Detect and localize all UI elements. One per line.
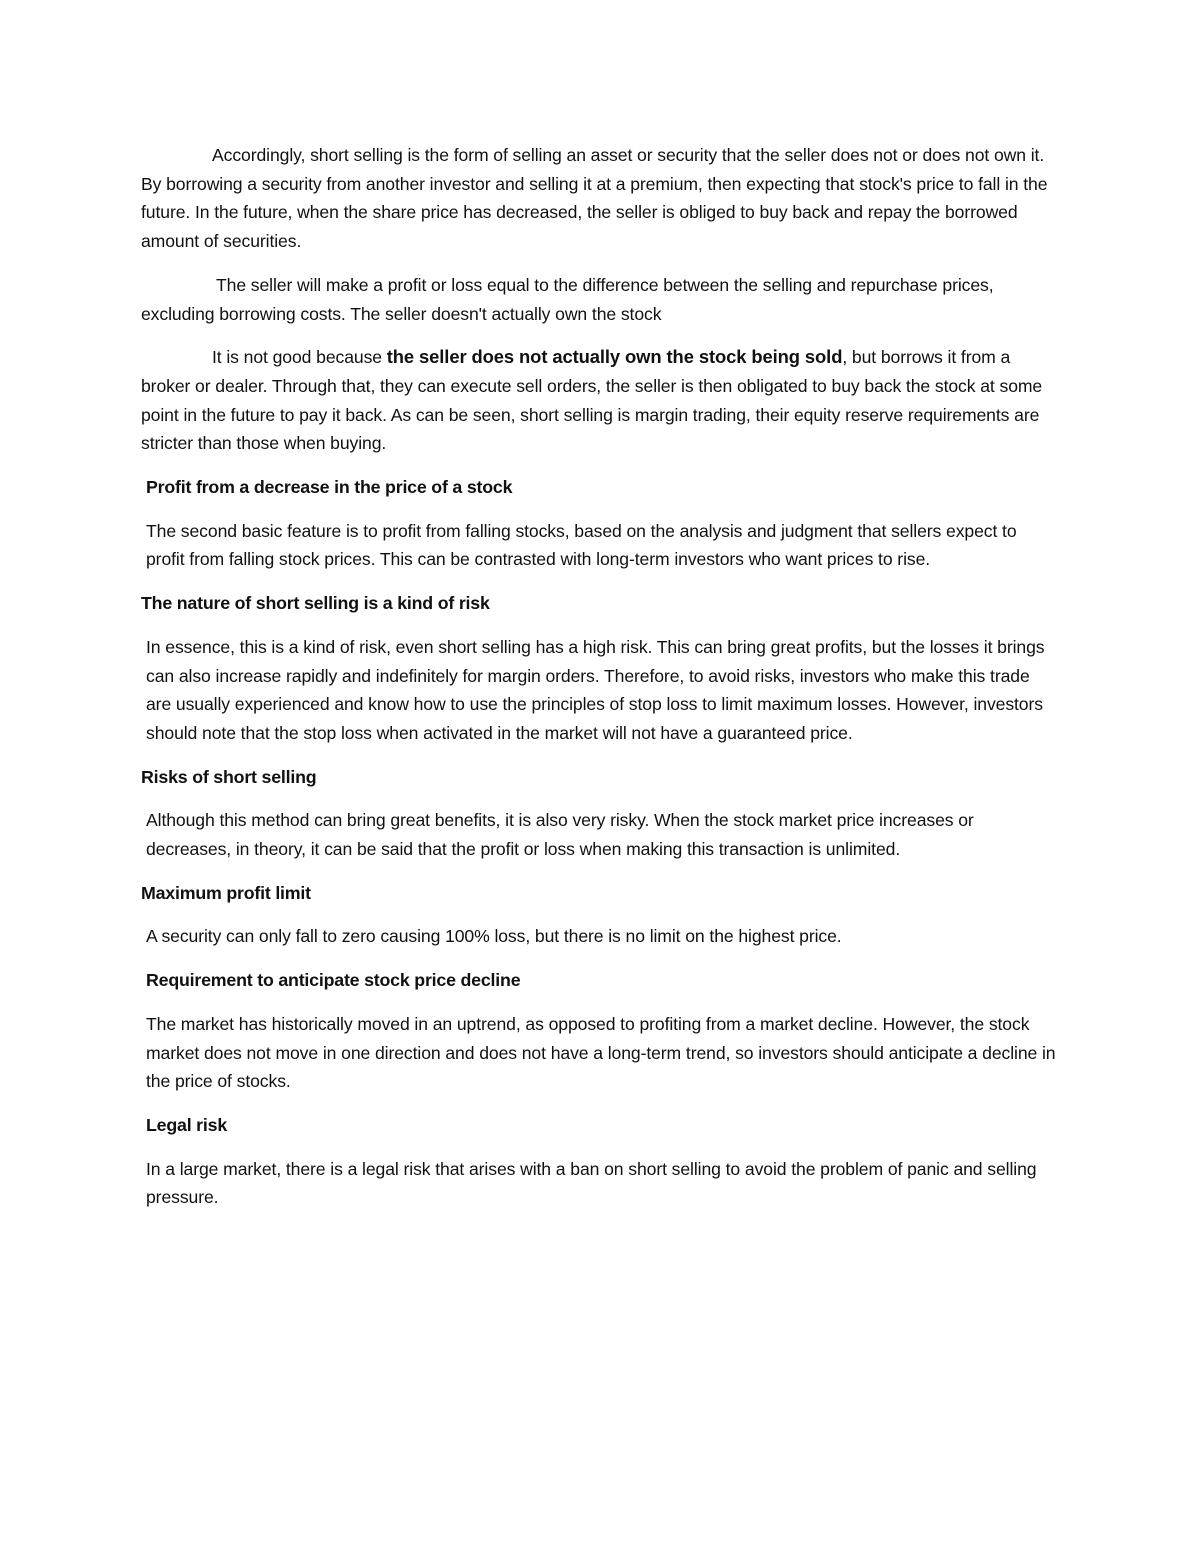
section-body-profit-decrease: The second basic feature is to profit from falling stocks, based on the analysis and judgment that sellers expect to profit from falling stock prices. This can be contrasted with long-term investors who want prices to rise. [146,520,1017,570]
paragraph-not-good-emphasis: the seller does not actually own the stock being sold [386,346,843,368]
paragraph-profit-loss: The seller will make a profit or loss equal to the difference between the selling and repurchase prices, excluding borrowing costs. The seller doesn't actually own the stock [141,274,994,324]
paragraph-not-good-rest: , but borrows it from a broker or dealer. Through that, they can execute sell orders, the seller is then obligated to buy back the stock at some point in the future to pay it back. As can be seen, short selling is margin trading, their equity reserve requirements are stricter than those when buying. [141,347,1043,454]
paragraph-intro: Accordingly, short selling is the form of selling an asset or security that the seller does not or does not own it. By borrowing a security from another investor and selling it at a premium, then expecting that stock's price to fall in the future. In the future, when the share price has decreased, the seller is obliged to buy back and repay the borrowed amount of securities. [141,145,1048,252]
section-body-legal-risk: In a large market, there is a legal risk that arises with a ban on short selling to avoid the problem of panic and selling pressure. [146,1158,1037,1208]
section-body-nature-of-risk: In essence, this is a kind of risk, even short selling has a high risk. This can bring great profits, but the losses it brings can also increase rapidly and indefinitely for margin orders. Therefore, to avoid risks, investors who make this trade are usually experienced and know how to use the principles of stop loss to limit maximum losses. However, investors should note that the stop loss when activated in the market will not have a guaranteed price. [146,636,1045,743]
section-body-max-profit: A security can only fall to zero causing 100% loss, but there is no limit on the highest price. [146,926,842,947]
section-heading-max-profit: Maximum profit limit [141,882,311,903]
section-heading-risks: Risks of short selling [141,766,317,787]
paragraph-not-good [141,343,1059,458]
section-body-risks: Although this method can bring great benefits, it is also very risky. When the stock market price increases or decreases, in theory, it can be said that the profit or loss when making this transaction is unlimited. [146,810,974,860]
section-heading-nature-of-risk: The nature of short selling is a kind of risk [141,593,490,614]
section-heading-anticipate-decline: Requirement to anticipate stock price decline [146,970,521,991]
document-page [141,141,1059,1227]
paragraph-not-good-lead: It is not good because [212,347,387,368]
section-body-anticipate-decline: The market has historically moved in an uptrend, as opposed to profiting from a market decline. However, the stock market does not move in one direction and does not have a long-term trend, so investors should anticipate a decline in the price of stocks. [146,1013,1056,1092]
section-heading-legal-risk: Legal risk [146,1114,228,1135]
section-heading-profit-decrease: Profit from a decrease in the price of a stock [146,477,513,498]
